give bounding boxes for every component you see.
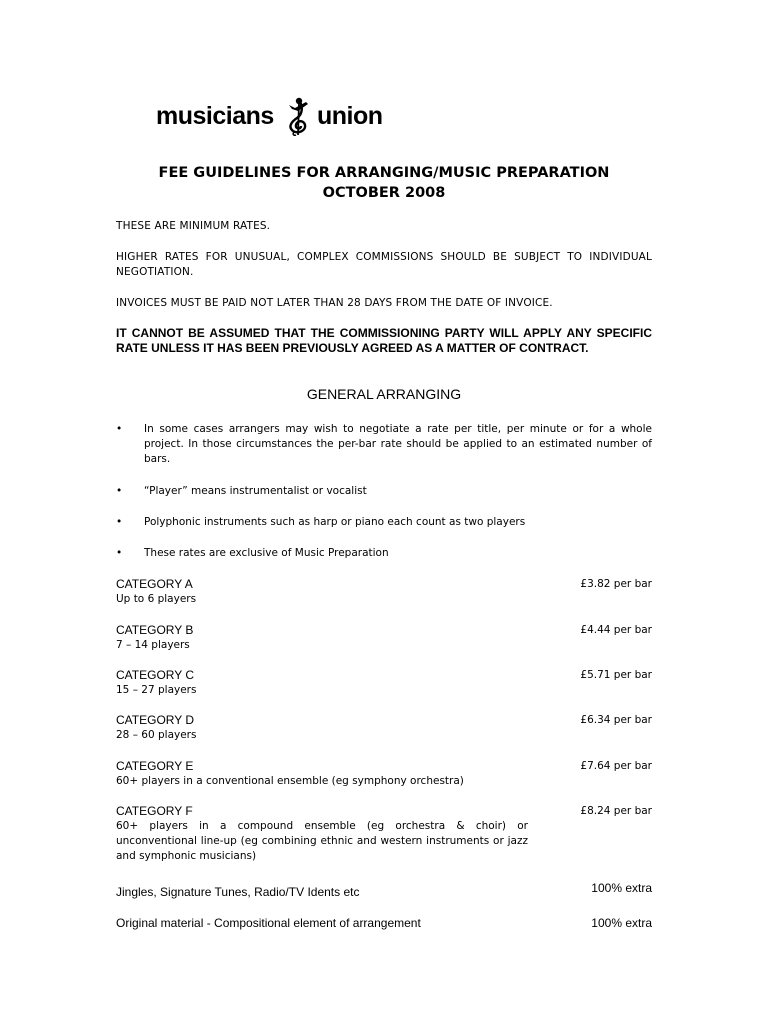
bullet-dot: •: [116, 423, 123, 435]
logo-word-union: union: [317, 102, 383, 130]
document-title: FEE GUIDELINES FOR ARRANGING/MUSIC PREPARATION: [158, 165, 610, 181]
category-description: 7 – 14 players: [116, 639, 190, 651]
section-heading-general-arranging: GENERAL ARRANGING: [306, 386, 462, 402]
category-rate: £8.24 per bar: [580, 805, 652, 817]
intro-higher-rates: HIGHER RATES FOR UNUSUAL, COMPLEX COMMISSIONS SHOULD BE SUBJECT TO INDIVIDUAL NEGOTIATION.: [116, 251, 652, 278]
logo-word-musicians: musicians: [156, 102, 274, 130]
bullet-dot: •: [116, 547, 123, 559]
extra-label: Original material - Compositional element of arrangement: [116, 916, 421, 930]
category-name: CATEGORY B: [116, 623, 194, 637]
bullet-text: “Player” means instrumentalist or vocalist: [144, 485, 367, 497]
category-d: [116, 713, 652, 743]
bullet-text: In some cases arrangers may wish to negotiate a rate per title, per minute or for a whole project. In those circumstances the per-bar rate should be applied to an estimated number of bars.: [144, 423, 652, 465]
document-date: OCTOBER 2008: [322, 185, 446, 201]
category-c: [116, 668, 652, 698]
intro-invoice-terms: INVOICES MUST BE PAID NOT LATER THAN 28 DAYS FROM THE DATE OF INVOICE.: [116, 297, 553, 309]
bullet-text: These rates are exclusive of Music Preparation: [144, 547, 389, 559]
bullet-text: Polyphonic instruments such as harp or piano each count as two players: [144, 516, 526, 528]
extra-rate: 100% extra: [591, 916, 652, 930]
category-a: [116, 577, 652, 607]
category-description: Up to 6 players: [116, 593, 197, 605]
category-rate: £4.44 per bar: [580, 624, 652, 636]
category-name: CATEGORY D: [116, 713, 195, 727]
category-description: 15 – 27 players: [116, 684, 197, 696]
category-description: 60+ players in a compound ensemble (eg orchestra & choir) or unconventional line-up (eg combining ethnic and western instruments or jazz and symphonic musicians): [116, 820, 528, 862]
intro-contract-notice: IT CANNOT BE ASSUMED THAT THE COMMISSIONING PARTY WILL APPLY ANY SPECIFIC RATE UNLESS IT HAS BEEN PREVIOUSLY AGREED AS A MATTER OF CONTRACT.: [116, 326, 652, 355]
category-name: CATEGORY C: [116, 668, 195, 682]
extra-item-original-material: [116, 916, 652, 930]
extra-label: Jingles, Signature Tunes, Radio/TV Idents etc: [116, 885, 360, 899]
category-name: CATEGORY A: [116, 577, 193, 591]
category-description: 28 – 60 players: [116, 729, 197, 741]
musicians-union-logo: [156, 96, 386, 136]
category-f: [116, 804, 652, 864]
extra-rate: 100% extra: [591, 881, 652, 895]
category-description: 60+ players in a conventional ensemble (eg symphony orchestra): [116, 775, 464, 787]
category-b: [116, 623, 652, 653]
category-name: CATEGORY F: [116, 804, 193, 818]
extra-item-jingles: [116, 881, 652, 899]
category-name: CATEGORY E: [116, 759, 194, 773]
category-rate: £6.34 per bar: [580, 714, 652, 726]
category-rate: £7.64 per bar: [580, 760, 652, 772]
category-rate: £3.82 per bar: [580, 578, 652, 590]
intro-minimum-rates: THESE ARE MINIMUM RATES.: [116, 220, 271, 232]
treble-clef-figure-icon: [280, 96, 316, 136]
category-rate: £5.71 per bar: [580, 669, 652, 681]
bullet-dot: •: [116, 485, 123, 497]
category-e: [116, 759, 652, 789]
bullet-dot: •: [116, 516, 123, 528]
